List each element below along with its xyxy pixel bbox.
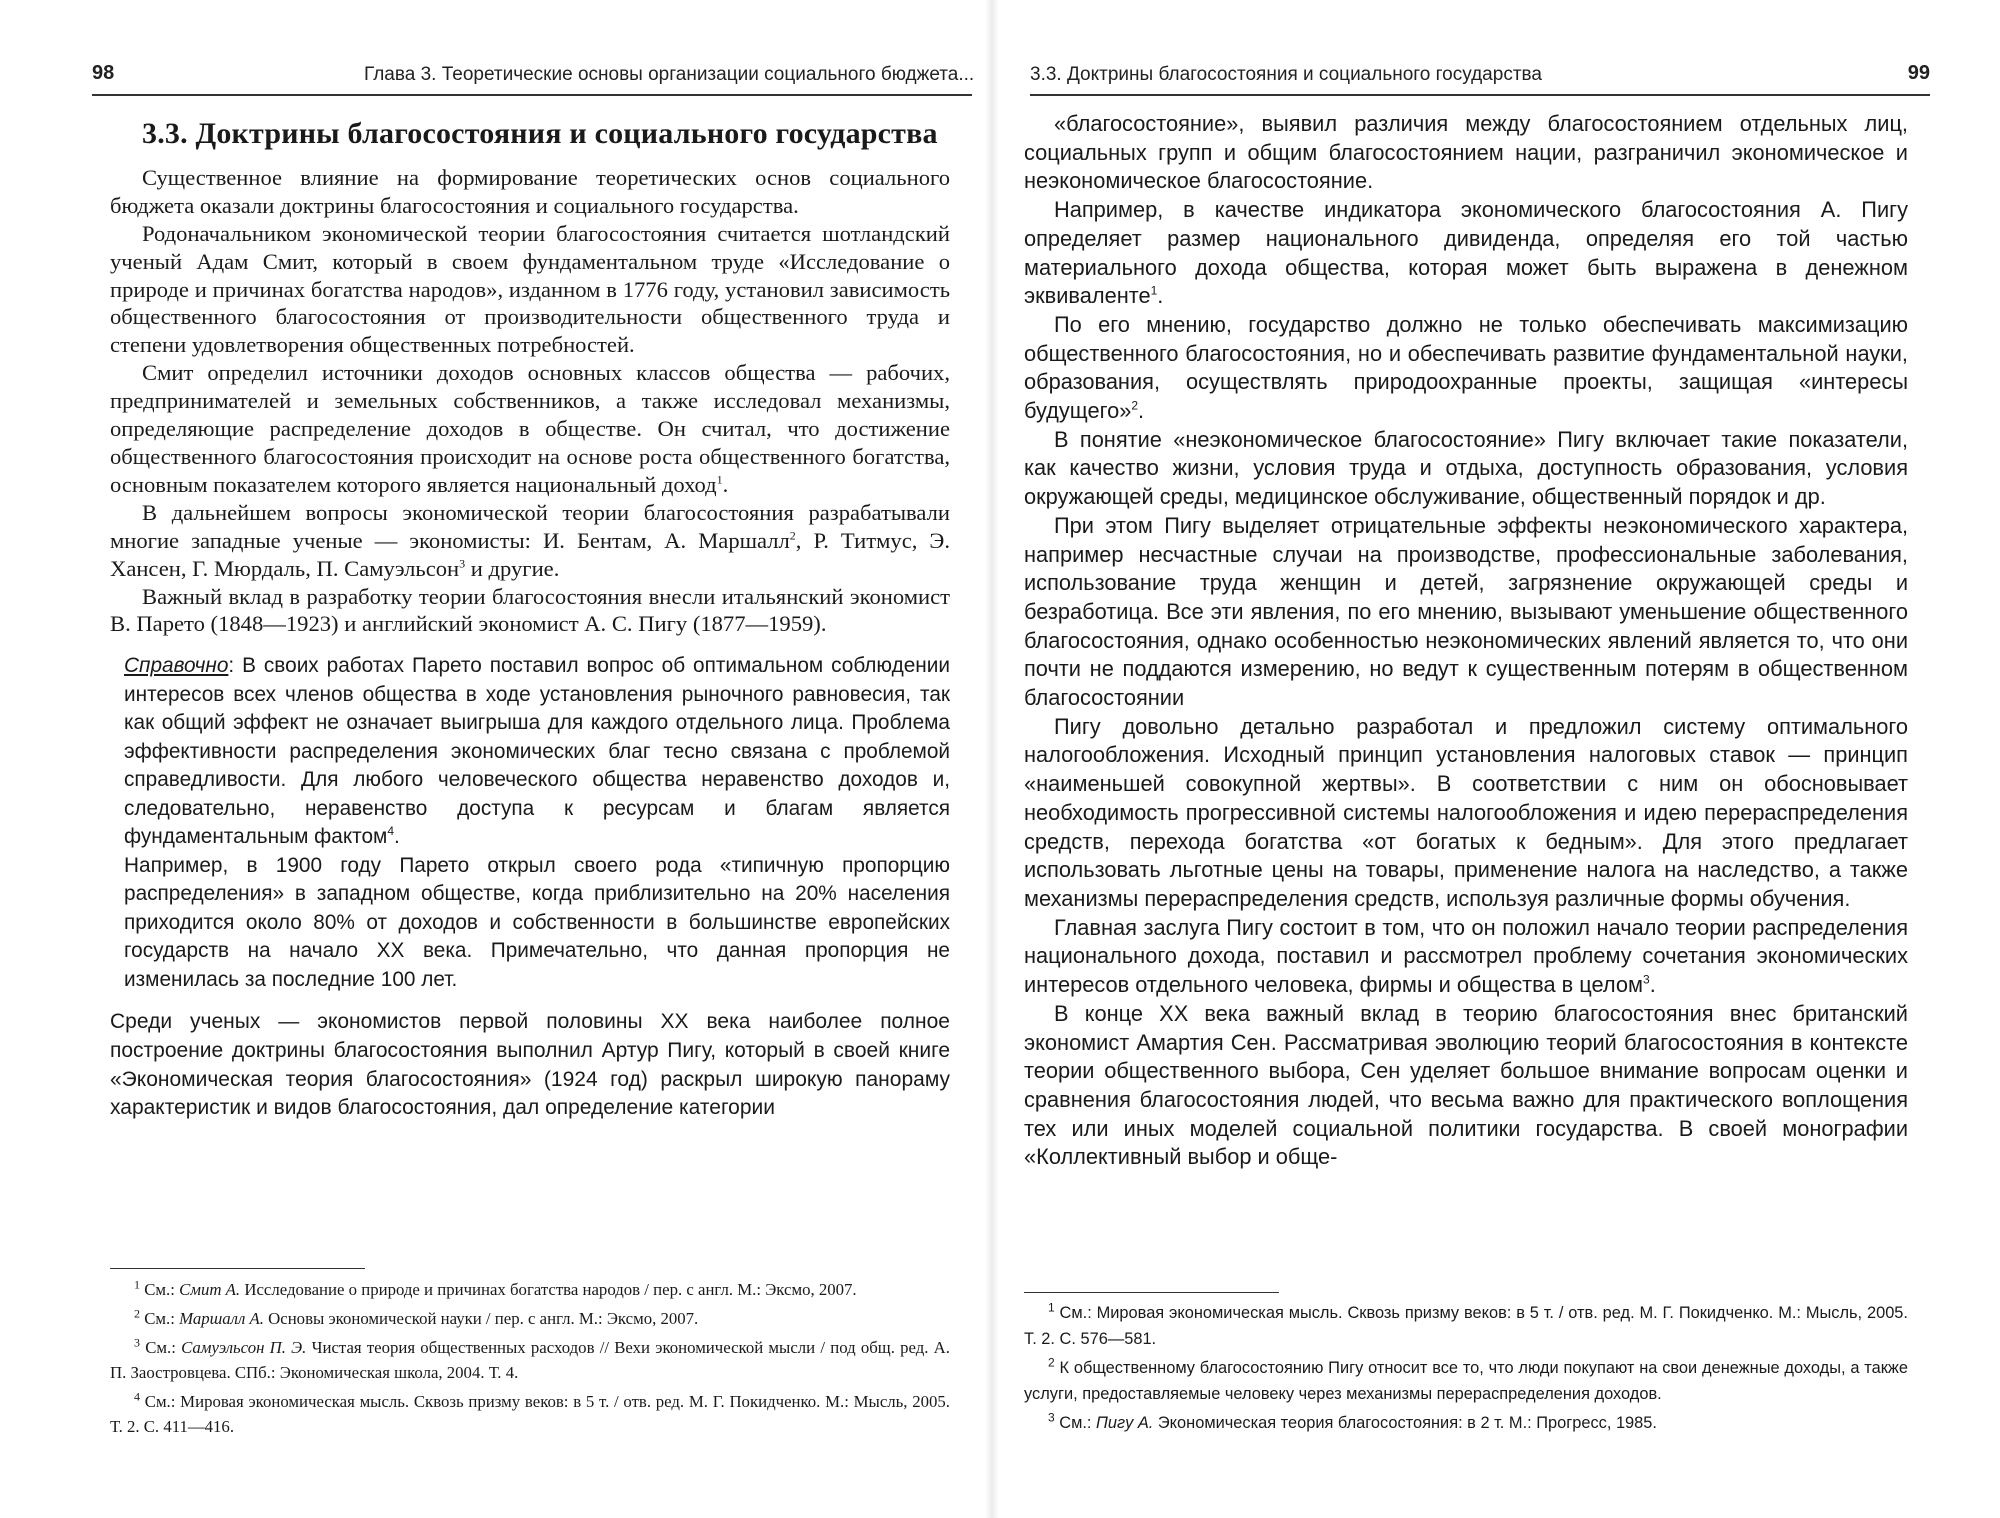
- footnote-rule: [1024, 1292, 1279, 1293]
- reference-note: Справочно: В своих работах Парето поставил вопрос об оптимальном соблюдении интересов всех членов общества в ходе установления рыночного равновесия, так как общий эффект не означает выигрыша для каждого отдельного лица. Проблема эффективности распределения экономических благ тесно связана с проблемой справедливости. Для любого человеческого общества неравенство доходов и, следовательно, неравенство доступа к ресурсам и благам является фундаментальным фактом$^4$. Например, в 1900 году Парето открыл своего рода «типичную пропорцию распределения» в западном обществе, когда приблизительно на 20% населения приходится около 80% от доходов и собственности в большинстве европейских государств на начало XX века. Примечательно, что данная пропорция не изменилась за последние 100 лет.: [124, 652, 950, 994]
- left-page: [0, 0, 980, 1518]
- note-paragraph: Например, в 1900 году Парето открыл своего рода «типичную пропорцию распределения» в западном обществе, когда приблизительно на 20% населения приходится около 80% от доходов и собственности в большинстве европейских государств на начало XX века. Примечательно, что данная пропорция не изменилась за последние 100 лет.: [124, 853, 950, 991]
- footnote-ref: 2: [1131, 398, 1139, 413]
- footnote: $^1$ См.: Смит А. Исследование о природе и причинах богатства народов / пер. с англ. М.: Эксмо, 2007.: [134, 1277, 857, 1299]
- closing-paragraph-block: [110, 1008, 950, 1122]
- paragraph: «благосостояние», выявил различия между благосостоянием отдельных лиц, социальных групп и общим благосостоянием нации, разграничил экономическое и неэкономическое благосостояние.: [1024, 111, 1908, 194]
- paragraph: Существенное влияние на формирование теоретических основ социального бюджета оказали доктрины благосостояния и социального государства.: [110, 164, 950, 218]
- page-number: 98: [92, 62, 115, 84]
- footnote-ref: 1: [1150, 283, 1158, 298]
- footnote-ref: 3: [1643, 972, 1650, 987]
- paragraph: Смит определил источники доходов основных классов общества — рабочих, предпринимателей и земельных собственников, а также исследовал механизмы, определяющие распределение доходов в обществе. Он считал, что достижение общественного благосостояния происходит на основе роста общественного богатства, основным показателем которого является национальный доход$^1$.: [110, 360, 950, 497]
- page-number: 99: [1907, 62, 1930, 84]
- footnote: $^3$ См.: Самуэльсон П. Э. Чистая теория общественных расходов // Вехи экономической мысли / под общ. ред. А. П. Заостровцева. СПб.: Экономическая школа, 2004. Т. 4.: [110, 1335, 950, 1382]
- paragraph: Родоначальником экономической теории благосостояния считается шотландский ученый Адам Смит, который в своем фундаментальном труде «Исследование о природе и причинах богатства народов», изданном в 1776 году, установил зависимость общественного благосостояния от производительности общественного труда и степени удовлетворения общественных потребностей.: [110, 220, 950, 358]
- running-title: 3.3. Доктрины благосостояния и социального государства: [1030, 64, 1542, 85]
- left-footnotes: [110, 1268, 950, 1443]
- footnote-ref: 4: [387, 824, 394, 839]
- header-rule: [92, 94, 972, 96]
- right-page: [1000, 0, 2000, 1518]
- right-running-head: [1030, 58, 1930, 98]
- paragraph: При этом Пигу выделяет отрицательные эффекты неэкономического характера, например несчастные случаи на производстве, профессиональные заболевания, использование труда женщин и детей, загрязнение окружающей среды и безработица. Все эти явления, по его мнению, вызывают уменьшение общественного благосостояния, однако особенностью неэкономических явлений является то, что они почти не поддаются измерению, но ведут к существенным потерям в общественном благосостоянии: [1024, 512, 1908, 711]
- section-title: 3.3. Доктрины благосостояния и социального государства: [142, 117, 938, 150]
- book-gutter: [985, 0, 999, 1518]
- footnote: $^1$ См.: Мировая экономическая мысль. Сквозь призму веков: в 5 т. / отв. ред. М. Г. Покидченко. М.: Мысль, 2005. Т. 2. С. 576—581.: [1024, 1300, 1908, 1348]
- left-text-column: [110, 110, 950, 1123]
- footnote: $^2$ К общественному благосостоянию Пигу относит все то, что люди покупают на свои денежные доходы, а также услуги, предоставляемые человеку через механизмы перераспределения доходов.: [1024, 1355, 1908, 1403]
- footnote-ref: 3: [459, 556, 466, 571]
- footnote-ref: 2: [789, 528, 796, 543]
- paragraph: Пигу довольно детально разработал и предложил систему оптимального налогообложения. Исходный принцип установления налоговых ставок — принцип «наименьшей совокупной жертвы». В соответствии с ним он обосновывает необходимость прогрессивной системы налогообложения и идею перераспределения средств, перехода богатства «от богатых к бедным». Для этого предлагает использовать льготные цены на товары, применение налога на наследство, а также механизмы перераспределения средств, используя различные формы обучения.: [1024, 713, 1908, 911]
- header-rule: [1030, 94, 1930, 96]
- left-running-head: [92, 58, 975, 98]
- paragraph: По его мнению, государство должно не только обеспечивать максимизацию общественного благосостояния, но и обеспечивать развитие фундаментальной науки, образования, осуществлять природоохранные проекты, защищая «интересы будущего»$^2$.: [1024, 311, 1908, 424]
- right-footnotes: [1024, 1292, 1908, 1441]
- footnote: $^4$ См.: Мировая экономическая мысль. Сквозь призму веков: в 5 т. / отв. ред. М. Г. Покидченко. М.: Мысль, 2005. Т. 2. С. 411—416.: [110, 1389, 950, 1436]
- footnote: $^2$ См.: Маршалл А. Основы экономической науки / пер. с англ. М.: Эксмо, 2007.: [134, 1306, 699, 1328]
- footnote-ref: 1: [716, 472, 723, 487]
- paragraph: Важный вклад в разработку теории благосостояния внесли итальянский экономист В. Парето (1848—1923) и английский экономист А. С. Пигу (1877—1959).: [110, 583, 950, 637]
- paragraph: Главная заслуга Пигу состоит в том, что он положил начало теории распределения национального дохода, поставил и рассмотрел проблему сочетания экономических интересов отдельного человека, фирмы и общества в целом$^3$.: [1024, 914, 1908, 998]
- paragraph: Среди ученых — экономистов первой половины XX века наиболее полное построение доктрины благосостояния выполнил Артур Пигу, который в своей книге «Экономическая теория благосостояния» (1924 год) раскрыл широкую панораму характеристик и видов благосостояния, дал определение категории: [110, 1010, 950, 1120]
- footnote-rule: [110, 1268, 365, 1269]
- paragraph: Например, в качестве индикатора экономического благосостояния А. Пигу определяет размер национального дивиденда, определяя его той частью материального дохода общества, которая может быть выражена в денежном эквиваленте$^1$.: [1024, 197, 1908, 309]
- right-text-column: [1024, 110, 1908, 1172]
- running-title: Глава 3. Теоретические основы организации социального бюджета...: [364, 64, 975, 85]
- paragraph: В конце XX века важный вклад в теорию благосостояния внес британский экономист Амартия Сен. Рассматривая эволюцию теорий благосостояния в контексте теории общественного выбора, Сен уделяет большое внимание вопросам оценки и сравнения благосостояния людей, что весьма важно для практического воплощения тех или иных моделей социальной политики государства. В своей монографии «Коллективный выбор и обще-: [1024, 1000, 1908, 1170]
- note-label: Справочно: [124, 654, 229, 678]
- paragraph: В дальнейшем вопросы экономической теории благосостояния разрабатывали многие западные ученые — экономисты: И. Бентам, А. Маршалл$^2$, Р. Титмус, Э. Хансен, Г. Мюрдаль, П. Самуэльсон$^3$ и другие.: [110, 499, 950, 581]
- footnote: $^3$ См.: Пигу А. Экономическая теория благосостояния: в 2 т. М.: Прогресс, 1985.: [1048, 1410, 1657, 1432]
- paragraph: В понятие «неэкономическое благосостояние» Пигу включает такие показатели, как качество жизни, условия труда и отдыха, доступность образования, условия окружающей среды, медицинское обслуживание, общественный порядок и др.: [1024, 426, 1908, 510]
